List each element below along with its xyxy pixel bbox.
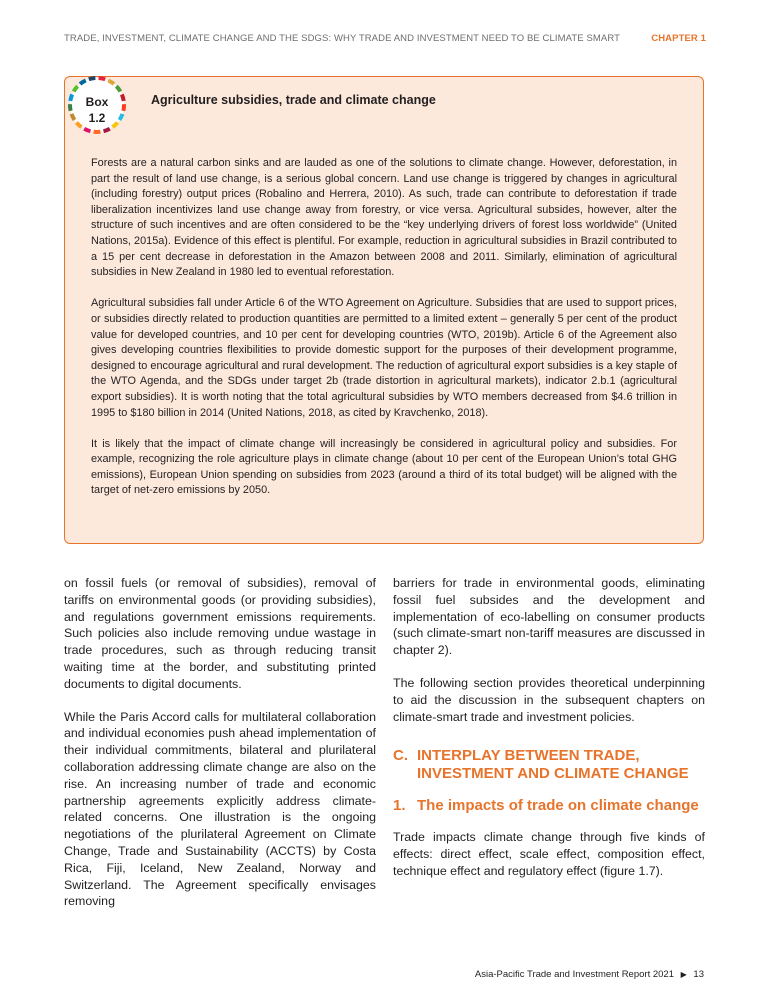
- sdg-wheel-segment: [122, 94, 124, 100]
- right-column: [393, 575, 705, 896]
- running-title: TRADE, INVESTMENT, CLIMATE CHANGE AND THE SDGS: WHY TRADE AND INVESTMENT NEED TO BE CLIMATE SMART: [64, 33, 621, 44]
- box-title: Agriculture subsidies, trade and climate change: [151, 93, 436, 107]
- section-number: 1.: [393, 797, 406, 815]
- sdg-wheel-segment: [70, 94, 72, 100]
- sdg-wheel-segment: [104, 129, 110, 131]
- page-number: 13: [693, 969, 704, 980]
- box-paragraph: It is likely that the impact of climate change will increasingly be considered in agricultural policy and subsidies. For example, recognizing the role agriculture plays in climate change (about 10 per cent of the European Union’s total GHG emissions), European Union spending on subsidies from 2023 (around a third of its total budget) will be aligned with the target of net-zero emissions by 2050.: [91, 437, 677, 497]
- left-column: [64, 575, 376, 926]
- body-paragraph: on fossil fuels (or removal of subsidies), removal of tariffs on environmental goods (or providing subsidies), and regulations government emissions requirements. Such policies also include removing undue wastage in trade procedures, such as through reducing transit waiting time at the border, and substituting printed documents to digital documents.: [64, 576, 376, 691]
- box-label-word: Box: [85, 95, 109, 109]
- box-1-2: [64, 76, 704, 544]
- body-paragraph: The following section provides theoretical underpinning to aid the discussion in the subsequent chapters on climate-smart trade and investment policies.: [393, 675, 705, 724]
- box-paragraph: Agricultural subsidies fall under Article 6 of the WTO Agreement on Agriculture. Subsidies that are used to support prices, or subsidies directly related to production quantities are permitted to a limited extent – generally 5 per cent of the product value for developed countries, and 10 per cent for developing countries (WTO, 2019b). Article 6 of the Agreement also gives developing countries flexibilities to provide domestic support for the purposes of their development programme, designed to encourage agricultural and rural development. The reduction of agricultural export subsidies is a key staple of the WTO Agenda, and the SDGs under target 2b (trade distortion in agricultural markets), indicator 2.b.1 (agricultural export subsidies). It is worth noting that the total agricultural subsidies by WTO members decreased from $4.6 trillion in 1995 to $180 billion in 2014 (United Nations, 2018, as cited by Kravchenko, 2018).: [91, 297, 677, 419]
- sdg-wheel-segment: [70, 104, 71, 111]
- running-header: [64, 33, 706, 44]
- section-title: INTERPLAY BETWEEN TRADE, INVESTMENT AND CLIMATE CHANGE: [417, 747, 689, 783]
- body-paragraph: While the Paris Accord calls for multilateral collaboration and individual economies push ahead implementation of their individual commitments, bilateral and plurilateral collaboration addressing climate change are also on the rise. An increasing number of trade and economic partnership agreements explicitly address climate-related concerns. One illustration is the ongoing negotiations of the plurilateral Agreement on Climate Change, Trade and Sustainability (ACCTS) by Costa Rica, Fiji, Iceland, New Zealand, Norway and Switzerland. The Agreement specifically envisages removing: [64, 709, 376, 909]
- sdg-wheel-segment: [89, 78, 96, 79]
- section-heading-c: [393, 747, 705, 783]
- chapter-label: CHAPTER 1: [651, 33, 706, 44]
- publication-title: Asia-Pacific Trade and Investment Report 2021: [474, 969, 674, 980]
- body-paragraph: barriers for trade in environmental goods, eliminating fossil fuel subsides and the development and implementation of eco-labelling on consumer products (such climate-smart non-tariff measures are discussed in chapter 2).: [393, 576, 705, 658]
- body-paragraph: Trade impacts climate change through five kinds of effects: direct effect, scale effect, composition effect, technique effect and regulatory effect (figure 1.7).: [393, 830, 705, 878]
- section-heading-1: [393, 797, 705, 815]
- section-title: The impacts of trade on climate change: [417, 797, 699, 815]
- footer-marker-icon: ▶: [680, 970, 687, 979]
- box-body: [91, 156, 677, 515]
- box-label-number: 1.2: [88, 111, 106, 125]
- sdg-wheel-segment: [84, 129, 90, 131]
- sdg-wheel-segment: [123, 104, 124, 111]
- sdg-wheel-segment: [99, 78, 106, 79]
- page-footer: [475, 969, 704, 980]
- box-label: [79, 94, 115, 126]
- box-paragraph: Forests are a natural carbon sinks and are lauded as one of the solutions to climate change. However, deforestation, in part the result of land use change, is a serious global concern. Land use change is triggered by changes in agricultural (including forestry) output prices (Robalino and Herrera, 2010). As such, trade can contribute to deforestation if trade liberalization incentivizes land use change away from forestry, or vice versa. Agricultural subsides, however, alter the structure of such incentives and are often considered to be the “key underlying drivers of forest loss worldwide” (United Nations, 2015a). Evidence of this effect is plentiful. For example, reduction in agricultural subsidies in Brazil contributed to a 15 per cent decrease in deforestation in the Amazon between 2008 and 2011. Similarly, elimination of agricultural subsidies in New Zealand in 1980 led to eventual reforestation.: [91, 157, 677, 279]
- section-number: C.: [393, 747, 408, 765]
